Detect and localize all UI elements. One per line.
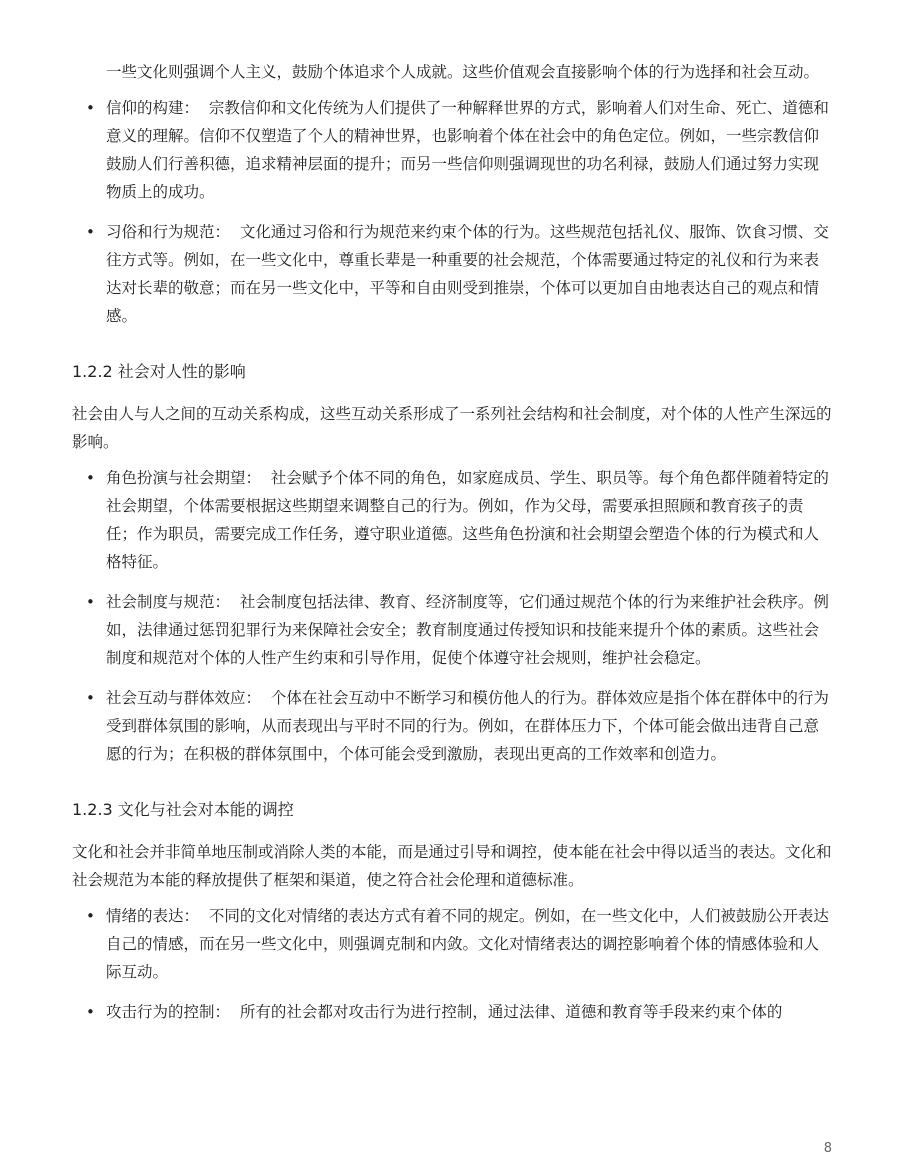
item-text: 社会制度包括法律、教育、经济制度等，它们通过规范个体的行为来维护社会秩序。例如，法律通过惩罚犯罪行为来保障社会安全；教育制度通过传授知识和技能来提升个体的素质。这些社会制度和规范对个体的人性产生约束和引导作用，促使个体遵守社会规则，维护社会稳定。: [106, 593, 829, 667]
item-term: 情绪的表达：: [106, 907, 200, 925]
item-text: 社会赋予个体不同的角色，如家庭成员、学生、职员等。每个角色都伴随着特定的社会期望，个体需要根据这些期望来调整自己的行为。例如，作为父母，需要承担照顾和教育孩子的责任；作为职员，需要完成工作任务，遵守职业道德。这些角色扮演和社会期望会塑造个体的行为模式和人格特征。: [106, 469, 829, 571]
list-item: [72, 684, 832, 768]
list-item: [72, 998, 832, 1026]
item-term: 攻击行为的控制：: [106, 1003, 231, 1021]
item-term: 信仰的构建：: [106, 99, 200, 117]
bullet-icon: •: [86, 1003, 95, 1021]
bullet-icon: •: [86, 469, 95, 487]
item-term: 社会制度与规范：: [106, 593, 231, 611]
item-text: 个体在社会互动中不断学习和模仿他人的行为。群体效应是指个体在群体中的行为受到群体氛围的影响，从而表现出与平时不同的行为。例如，在群体压力下，个体可能会做出违背自己意愿的行为；在积极的群体氛围中，个体可能会受到激励，表现出更高的工作效率和创造力。: [106, 689, 829, 763]
item-text: 文化通过习俗和行为规范来约束个体的行为。这些规范包括礼仪、服饰、饮食习惯、交往方式等。例如，在一些文化中，尊重长辈是一种重要的社会规范，个体需要通过特定的礼仪和行为来表达对长辈的敬意；而在另一些文化中，平等和自由则受到推崇，个体可以更加自由地表达自己的观点和情感。: [106, 223, 829, 325]
item-text: 所有的社会都对攻击行为进行控制，通过法律、道德和教育等手段来约束个体的: [239, 1003, 783, 1021]
page-number: 8: [823, 1141, 832, 1156]
page-content: [72, 58, 832, 1038]
section-heading: 1.2.3 文化与社会对本能的调控: [72, 800, 294, 819]
continuation-paragraph: 一些文化则强调个人主义，鼓励个体追求个人成就。这些价值观会直接影响个体的行为选择和社会互动。: [106, 63, 820, 81]
society-list: [72, 464, 832, 768]
section-intro: 社会由人与人之间的互动关系构成，这些互动关系形成了一系列社会结构和社会制度，对个体的人性产生深远的影响。: [72, 405, 832, 451]
section-intro: 文化和社会并非简单地压制或消除人类的本能，而是通过引导和调控，使本能在社会中得以适当的表达。文化和社会规范为本能的释放提供了框架和渠道，使之符合社会伦理和道德标准。: [72, 843, 832, 889]
item-term: 习俗和行为规范：: [106, 223, 231, 241]
list-item: [72, 464, 832, 576]
bullet-icon: •: [86, 907, 95, 925]
list-item: [72, 902, 832, 986]
bullet-icon: •: [86, 593, 95, 611]
item-term: 社会互动与群体效应：: [106, 689, 262, 707]
bullet-icon: •: [86, 689, 95, 707]
list-item: [72, 218, 832, 330]
item-text: 宗教信仰和文化传统为人们提供了一种解释世界的方式，影响着人们对生命、死亡、道德和意义的理解。信仰不仅塑造了个人的精神世界，也影响着个体在社会中的角色定位。例如，一些宗教信仰鼓励人们行善积德，追求精神层面的提升；而另一些信仰则强调现世的功名利禄，鼓励人们通过努力实现物质上的成功。: [106, 99, 829, 201]
list-item: [72, 94, 832, 206]
instinct-list: [72, 902, 832, 1026]
section-heading: 1.2.2 社会对人性的影响: [72, 362, 246, 381]
bullet-icon: •: [86, 223, 95, 241]
culture-list: [72, 94, 832, 330]
item-text: 不同的文化对情绪的表达方式有着不同的规定。例如，在一些文化中，人们被鼓励公开表达自己的情感，而在另一些文化中，则强调克制和内敛。文化对情绪表达的调控影响着个体的情感体验和人际互动。: [106, 907, 829, 981]
list-item: [72, 588, 832, 672]
item-term: 角色扮演与社会期望：: [106, 469, 262, 487]
bullet-icon: •: [86, 99, 95, 117]
